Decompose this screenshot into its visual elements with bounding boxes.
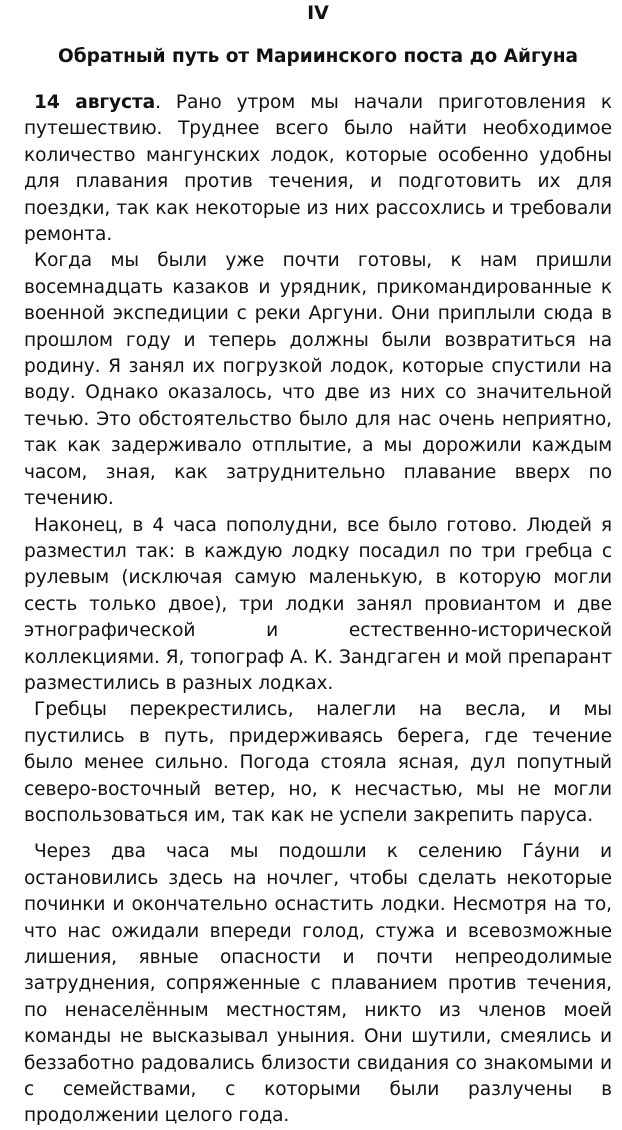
entry-date: 14 августа xyxy=(34,92,156,113)
paragraph-4: Гребцы перекрестились, налегли на весла, и мы пустились в путь, придерживаясь берега, где течение было менее сильно. Погода стояла ясная, дул попутный северо-восточный ветер, но, к несчастью, мы не могли воспользоваться им, так как не успели закрепить паруса. xyxy=(24,699,612,826)
paragraph-2: Когда мы были уже почти готовы, к нам пришли восемнадцать казаков и урядник, прикомандированные к военной экспедиции с реки Аргуни. Они приплыли сюда в прошлом году и теперь должны были возвратиться на родину. Я занял их погрузкой лодок, которые спустили на воду. Однако оказалось, что две из них со значительной течью. Это обстоятельство было для нас очень неприятно, так как задерживало отплытие, а мы дорожили каждым часом, зная, как затруднительно плавание вверх по течению. xyxy=(24,250,612,510)
chapter-number: IV xyxy=(307,2,329,24)
paragraph-5: Через два часа мы подошли к селению Гáуни и остановились здесь на ночлег, чтобы сделать некоторые починки и окончательно оснастить лодки. Несмотря на то, что нас ожидали впереди голод, стужа и всевозможные лишения, явные опасности и почти непреодолимые затруднения, сопряженные с плаванием против течения, по ненаселённым местностям, никто из членов моей команды не высказывал уныния. Они шутили, смеялись и беззаботно радовались близости свидания со знакомыми и с семействами, с которыми были разлучены в продолжении целого года. xyxy=(24,841,612,1127)
paragraph-1 xyxy=(24,90,612,248)
paragraph-3: Наконец, в 4 часа пополудни, все было готово. Людей я разместил так: в каждую лодку посадил по три гребца с рулевым (исключая самую маленькую, в которую могли сесть только двое), три лодки занял провиантом и две этнографической и естественно-исторической коллекциями. Я, топограф А. К. Зандгаген и мой препарант разместились в разных лодках. xyxy=(24,514,612,694)
paragraph-1-text: . Рано утром мы начали приготовления к путешествию. Труднее всего было найти необходимое количество мангунских лодок, которые особенно удобны для плавания против течения, и подготовить их для поездки, так как некоторые из них рассохлись и требовали ремонта. xyxy=(24,92,613,246)
chapter-title: Обратный путь от Мариинского поста до Айгуна xyxy=(58,46,578,67)
